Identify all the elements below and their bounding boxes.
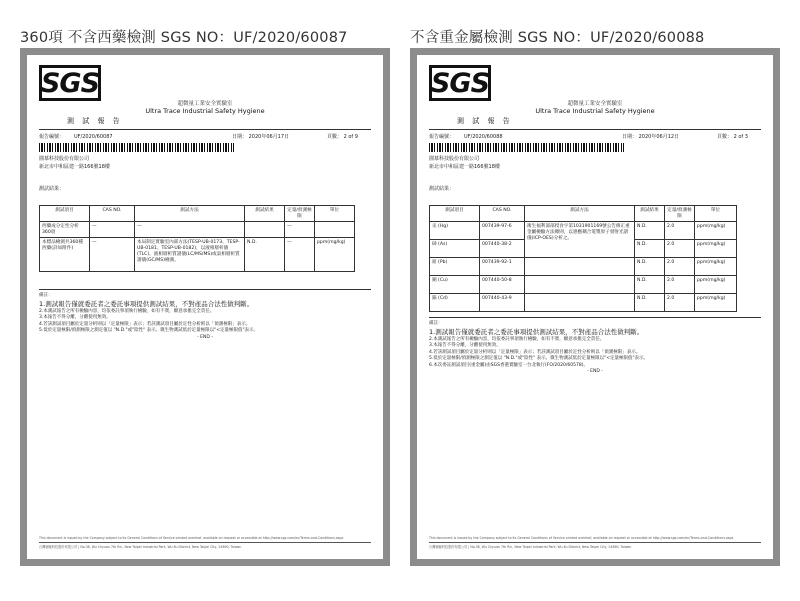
note-4: 4.若該測試項目屬於定量分析則以「定量極限」表示；若該測試項目屬於定性分析則以「偵測極限」表示。 bbox=[39, 321, 251, 327]
document-footer bbox=[39, 536, 371, 549]
results-label: 測試結果： bbox=[429, 186, 455, 192]
report-number: 報告編號： UF/2020/60087 bbox=[39, 134, 113, 140]
org-name-en: Ultra Trace Industrial Safety Hygiene bbox=[145, 107, 265, 115]
sgs-logo: SGS bbox=[39, 65, 101, 101]
divider bbox=[39, 289, 371, 290]
report-page-count: 頁數： 2 of 3 bbox=[717, 134, 748, 140]
results-table bbox=[429, 205, 737, 312]
note-5: 5.低於定量極限/偵測極限之測定值以 "N.D."或"陰性" 表示。微生物測試低於定量極限以"<定量極限值"表示。 bbox=[429, 356, 649, 361]
note-3: 3.本報告不得分離，分離使用無效。 bbox=[429, 343, 501, 348]
results-table bbox=[39, 205, 355, 272]
table-row: 銅 (Cu) 007440-50-8 N.D. 2.0 ppm(mg/kg) bbox=[430, 276, 737, 294]
divider bbox=[429, 129, 761, 130]
report-date: 日期： 2020年06月12日 bbox=[622, 134, 680, 140]
note-6: 6.本次委託測試項目(重金屬)由SGS香港實驗室一台北執行(FO/2020/60578)。 bbox=[429, 362, 588, 368]
results-label: 測試結果： bbox=[39, 186, 65, 192]
report-date: 日期： 2020年06月17日 bbox=[232, 134, 290, 140]
end-marker: - END - bbox=[587, 369, 603, 374]
footer-divider bbox=[39, 542, 371, 543]
divider bbox=[429, 317, 761, 318]
notes-title: 備註： bbox=[39, 293, 53, 298]
client-address: 新北市中和區建一路166號18樓 bbox=[39, 164, 110, 170]
footer-disclaimer: This document is issued by the Company subject to its General Conditions of Service printed overleaf, available on request or accessible at http://www.sgs.com/en/Terms-and-Conditions.aspx bbox=[39, 535, 344, 540]
client-info bbox=[39, 155, 110, 171]
client-name: 圜慕科技股份有限公司 bbox=[429, 156, 480, 162]
notes-title: 備註： bbox=[429, 321, 443, 326]
footer-divider bbox=[429, 542, 761, 543]
table-row: 鉛 (Pb) 007439-92-1 N.D. 2.0 ppm(mg/kg) bbox=[430, 258, 737, 276]
client-info bbox=[429, 155, 500, 171]
report-page-right bbox=[417, 55, 773, 559]
table-row: 汞 (Hg) 007439-97-6 衛生福利部部授食字第1031901169號公告修正重金屬檢驗方法總則，以感應耦合電漿原子發射光譜儀(ICP-OES)分析之。 N.D. 2.0 ppm(mg/kg) bbox=[430, 222, 737, 240]
document-footer bbox=[429, 536, 761, 549]
table-row: 砷 (As) 007440-38-2 N.D. 2.0 ppm(mg/kg) bbox=[430, 240, 737, 258]
note-1: 1.測試報告僅就委託者之委託事項提供測試結果，不對產品合法性做判斷。 bbox=[39, 299, 254, 308]
document-frame-left bbox=[20, 48, 390, 566]
divider bbox=[39, 129, 371, 130]
org-name-cn: 超微量工業安全實驗室 bbox=[567, 101, 623, 107]
footer-address: 台灣檢驗科技股份有限公司 | No.38, Wu Chyuan 7th Rd., New Taipei Industrial Park, Wu Ku District, New Taipei City, 24890, Taiwan bbox=[429, 544, 632, 549]
org-name-en: Ultra Trace Industrial Safety Hygiene bbox=[535, 107, 655, 115]
caption-right: 不含重金屬檢測 SGS NO：UF/2020/60088 bbox=[410, 30, 705, 46]
table-row: 鎘 (Cd) 007440-43-9 N.D. 2.0 ppm(mg/kg) bbox=[430, 294, 737, 312]
note-4: 4.若該測試項目屬於定量分析則以「定量極限」表示；若該測試項目屬於定性分析則以「偵測極限」表示。 bbox=[429, 349, 641, 355]
notes-section bbox=[429, 321, 761, 376]
table-row: 西藥成分定性分析 360項 — — — bbox=[40, 222, 355, 238]
report-page-count: 頁數： 2 of 9 bbox=[327, 134, 358, 140]
report-title: 測 試 報 告 bbox=[457, 117, 513, 125]
footer-address: 台灣檢驗科技股份有限公司 | No.38, Wu Chyuan 7th Rd., New Taipei Industrial Park, Wu Ku District, New Taipei City, 24890, Taiwan bbox=[39, 544, 242, 549]
note-2: 2.本測試報告之所有檢驗內容，均依委託事項執行檢驗，如有不實，願意承擔完全責任。 bbox=[39, 308, 215, 314]
sgs-logo: SGS bbox=[429, 65, 491, 101]
report-title: 測 試 報 告 bbox=[67, 117, 123, 125]
footer-disclaimer: This document is issued by the Company subject to its General Conditions of Service printed overleaf, available on request or accessible at http://www.sgs.com/en/Terms-and-Conditions.aspx bbox=[429, 535, 734, 540]
table-row: 本標品檢測共360種西藥(詳如附件) — 本局制定實驗室內部方法(TESP-UB-0173、TESP-UB-0181、TESP-UB-0182)，以液相層析儀(TLC)、液相層析質譜儀(LC/MS/MS)或氣相層析質譜儀(GC/MS)檢測。 N.D. — ppm(mg/kg) bbox=[40, 238, 355, 272]
barcode bbox=[39, 143, 234, 152]
report-number: 報告編號： UF/2020/60088 bbox=[429, 134, 503, 140]
table-header: 測試項目 CAS NO. 測試方法 測試結果 定量/偵測極限 單位 bbox=[40, 206, 355, 222]
org-name-cn: 超微量工業安全實驗室 bbox=[177, 101, 233, 107]
table-header: 測試項目 CAS NO. 測試方法 測試結果 定量/偵測極限 單位 bbox=[430, 206, 737, 222]
end-marker: - END - bbox=[197, 334, 213, 340]
caption-left: 360項 不含西藥檢測 SGS NO：UF/2020/60087 bbox=[20, 30, 348, 46]
note-1: 1.測試報告僅就委託者之委託事項提供測試結果，不對產品合法性做判斷。 bbox=[429, 327, 644, 336]
note-2: 2.本測試報告之所有檢驗內容，均依委託事項執行檢驗，如有不實，願意承擔完全責任。 bbox=[429, 336, 605, 342]
client-address: 新北市中和區建一路166號18樓 bbox=[429, 164, 500, 170]
note-3: 3.本報告不得分離，分離使用無效。 bbox=[39, 315, 111, 320]
note-5: 5.低於定量極限/偵測極限之測定值以 "N.D."或"陰性" 表示。微生物測試低於定量極限以"<定量極限值"表示。 bbox=[39, 328, 259, 333]
client-name: 圜慕科技股份有限公司 bbox=[39, 156, 90, 162]
report-page-left bbox=[27, 55, 383, 559]
document-frame-right bbox=[410, 48, 780, 566]
notes-section bbox=[39, 293, 371, 341]
barcode bbox=[429, 143, 624, 152]
